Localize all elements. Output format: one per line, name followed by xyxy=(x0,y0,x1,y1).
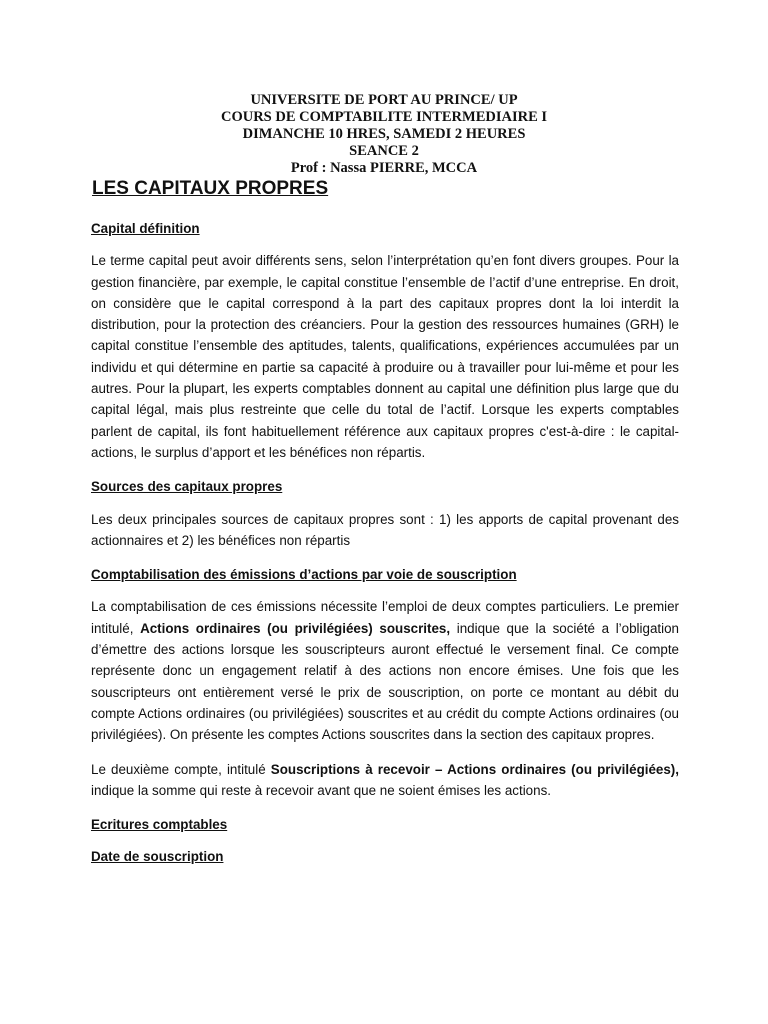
session-number: SEANCE 2 xyxy=(349,143,419,159)
section-heading-capital-definition: Capital définition xyxy=(91,221,200,236)
paragraph-capital-definition: Le terme capital peut avoir différents sens, selon l’interprétation qu’en font divers groupes. Pour la gestion financière, par exemple, le capital constitue l’ensemble de l’actif d’une entreprise. En droit, on considère que le capital correspond à la part des capitaux propres dont la loi interdit la distribution, pour la protection des créanciers. Pour la gestion des ressources humaines (GRH) le capital constitue l’ensemble des aptitudes, talents, qualifications, expériences accumulées par un individu et qui détermine en partie sa capacité à produire ou à travailler pour lui-même et pour les autres. Pour la plupart, les experts comptables donnent au capital une définition plus large que du capital légal, mais plus restreinte que celle du total de l’actif. Lorsque les experts comptables parlent de capital, ils font habituellement référence aux capitaux propres c'est-à-dire : le capital-actions, le surplus d’apport et les bénéfices non répartis. xyxy=(91,253,679,460)
bold-account-name: Actions ordinaires (ou privilégiées) souscrites, xyxy=(140,620,451,636)
document-title: LES CAPITAUX PROPRES xyxy=(92,178,329,199)
course-schedule: DIMANCHE 10 HRES, SAMEDI 2 HEURES xyxy=(242,126,526,142)
paragraph-text: La comptabilisation de ces émissions nécessite l’emploi de deux comptes particuliers. Le premier intitulé, xyxy=(91,599,679,636)
university-name: UNIVERSITE DE PORT AU PRINCE/ UP xyxy=(250,92,518,108)
paragraph-accounting-emissions-1 xyxy=(91,596,679,745)
section-heading-subscription-date: Date de souscription xyxy=(91,849,224,865)
course-name: COURS DE COMPTABILITE INTERMEDIAIRE I xyxy=(220,109,548,125)
professor-name: Prof : Nassa PIERRE, MCCA xyxy=(290,160,478,176)
section-heading-journal-entries: Ecritures comptables xyxy=(91,817,228,833)
paragraph-accounting-emissions-2 xyxy=(91,759,679,802)
paragraph-text: indique que la société a l’obligation d’émettre des actions lorsque les souscripteurs auront effectué le versement final. Ce compte représente donc un engagement relatif à des actions non encore émises. Une fois que les souscripteurs ont entièrement versé le prix de souscription, on porte ce montant au débit du compte Actions ordinaires (ou privilégiées) souscrites et au crédit du compte Actions ordinaires (ou privilégiées). On présente les comptes Actions souscrites dans la section des capitaux propres. xyxy=(91,620,679,743)
paragraph-sources: Les deux principales sources de capitaux propres sont : 1) les apports de capital provenant des actionnaires et 2) les bénéfices non répartis xyxy=(91,511,679,548)
course-header xyxy=(0,92,768,177)
bold-account-name: Souscriptions à recevoir – Actions ordinaires (ou privilégiées), xyxy=(270,761,679,777)
section-heading-sources: Sources des capitaux propres xyxy=(91,479,283,495)
paragraph-text: Le deuxième compte, intitulé xyxy=(91,761,271,777)
document-body xyxy=(91,218,679,879)
paragraph-text: indique la somme qui reste à recevoir avant que ne soient émises les actions. xyxy=(91,782,551,798)
section-heading-accounting-emissions: Comptabilisation des émissions d’actions par voie de souscription xyxy=(91,567,517,583)
